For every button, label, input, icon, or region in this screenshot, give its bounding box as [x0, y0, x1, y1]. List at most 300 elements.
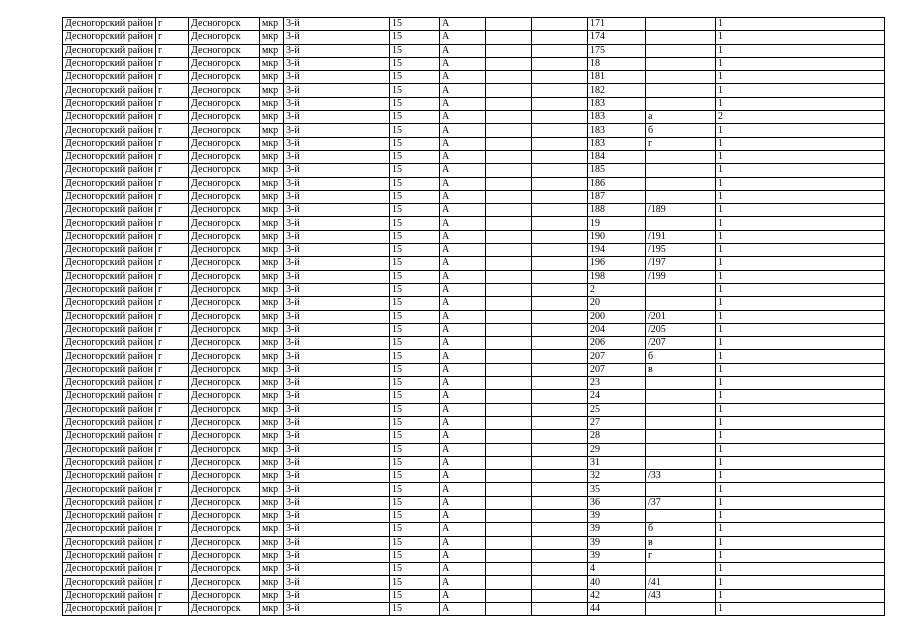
- cell-block: 15: [390, 18, 440, 31]
- table-row: [63, 217, 885, 230]
- cell-house-number: 23: [588, 377, 646, 390]
- cell-count: 1: [716, 603, 885, 616]
- cell-settlement-type: г: [156, 589, 189, 602]
- cell-col-9: [532, 323, 588, 336]
- cell-house-number: 188: [588, 204, 646, 217]
- table-row: [63, 230, 885, 243]
- cell-house-suffix: [646, 403, 716, 416]
- cell-col-8: [486, 283, 532, 296]
- cell-house-suffix: /189: [646, 204, 716, 217]
- cell-district: Десногорский район: [63, 18, 156, 31]
- cell-col-9: [532, 603, 588, 616]
- cell-col-8: [486, 137, 532, 150]
- cell-house-suffix: [646, 377, 716, 390]
- cell-house-number: 183: [588, 137, 646, 150]
- cell-count: 1: [716, 310, 885, 323]
- cell-col-9: [532, 177, 588, 190]
- cell-district: Десногорский район: [63, 363, 156, 376]
- table-row: [63, 576, 885, 589]
- cell-col-8: [486, 323, 532, 336]
- cell-block: 15: [390, 430, 440, 443]
- cell-street-type: мкр: [260, 363, 284, 376]
- cell-street-name: 3-й: [284, 137, 390, 150]
- cell-house-suffix: [646, 390, 716, 403]
- cell-count: 1: [716, 230, 885, 243]
- table-row: [63, 257, 885, 270]
- cell-house-number: 185: [588, 164, 646, 177]
- cell-letter: А: [440, 377, 486, 390]
- cell-district: Десногорский район: [63, 137, 156, 150]
- cell-settlement-type: г: [156, 350, 189, 363]
- cell-block: 15: [390, 84, 440, 97]
- table-row: [63, 470, 885, 483]
- cell-street-type: мкр: [260, 204, 284, 217]
- cell-city: Десногорск: [189, 217, 260, 230]
- cell-city: Десногорск: [189, 390, 260, 403]
- cell-district: Десногорский район: [63, 509, 156, 522]
- cell-house-number: 25: [588, 403, 646, 416]
- cell-letter: А: [440, 190, 486, 203]
- cell-letter: А: [440, 111, 486, 124]
- cell-street-name: 3-й: [284, 589, 390, 602]
- cell-block: 15: [390, 57, 440, 70]
- cell-street-name: 3-й: [284, 576, 390, 589]
- cell-street-type: мкр: [260, 190, 284, 203]
- cell-street-name: 3-й: [284, 310, 390, 323]
- table-row: [63, 523, 885, 536]
- cell-house-number: 196: [588, 257, 646, 270]
- cell-city: Десногорск: [189, 589, 260, 602]
- cell-settlement-type: г: [156, 270, 189, 283]
- cell-letter: А: [440, 589, 486, 602]
- cell-street-type: мкр: [260, 137, 284, 150]
- cell-col-8: [486, 589, 532, 602]
- cell-settlement-type: г: [156, 390, 189, 403]
- cell-count: 1: [716, 470, 885, 483]
- cell-house-suffix: /33: [646, 470, 716, 483]
- cell-house-number: 39: [588, 523, 646, 536]
- table-row: [63, 536, 885, 549]
- cell-city: Десногорск: [189, 496, 260, 509]
- cell-col-8: [486, 390, 532, 403]
- cell-house-number: 183: [588, 111, 646, 124]
- cell-street-type: мкр: [260, 403, 284, 416]
- cell-count: 1: [716, 177, 885, 190]
- cell-district: Десногорский район: [63, 244, 156, 257]
- cell-col-8: [486, 230, 532, 243]
- cell-col-9: [532, 496, 588, 509]
- cell-col-9: [532, 137, 588, 150]
- cell-house-number: 207: [588, 363, 646, 376]
- cell-block: 15: [390, 137, 440, 150]
- cell-house-suffix: [646, 283, 716, 296]
- cell-city: Десногорск: [189, 576, 260, 589]
- cell-district: Десногорский район: [63, 97, 156, 110]
- cell-count: 1: [716, 576, 885, 589]
- cell-house-suffix: б: [646, 124, 716, 137]
- cell-letter: А: [440, 137, 486, 150]
- cell-street-type: мкр: [260, 57, 284, 70]
- cell-letter: А: [440, 603, 486, 616]
- table-row: [63, 137, 885, 150]
- cell-house-number: 20: [588, 297, 646, 310]
- cell-house-number: 194: [588, 244, 646, 257]
- cell-count: 1: [716, 456, 885, 469]
- cell-district: Десногорский район: [63, 230, 156, 243]
- cell-letter: А: [440, 164, 486, 177]
- cell-count: 1: [716, 84, 885, 97]
- cell-city: Десногорск: [189, 111, 260, 124]
- cell-house-suffix: /41: [646, 576, 716, 589]
- cell-house-number: 182: [588, 84, 646, 97]
- cell-count: 1: [716, 57, 885, 70]
- table-row: [63, 549, 885, 562]
- cell-house-number: 28: [588, 430, 646, 443]
- cell-settlement-type: г: [156, 470, 189, 483]
- cell-street-type: мкр: [260, 377, 284, 390]
- cell-street-type: мкр: [260, 297, 284, 310]
- cell-city: Десногорск: [189, 71, 260, 84]
- cell-street-name: 3-й: [284, 523, 390, 536]
- cell-col-9: [532, 257, 588, 270]
- cell-house-suffix: [646, 31, 716, 44]
- cell-house-suffix: [646, 84, 716, 97]
- cell-house-suffix: [646, 509, 716, 522]
- cell-col-9: [532, 190, 588, 203]
- cell-count: 2: [716, 111, 885, 124]
- cell-letter: А: [440, 323, 486, 336]
- cell-street-name: 3-й: [284, 124, 390, 137]
- cell-letter: А: [440, 443, 486, 456]
- cell-letter: А: [440, 297, 486, 310]
- cell-count: 1: [716, 44, 885, 57]
- cell-city: Десногорск: [189, 536, 260, 549]
- cell-count: 1: [716, 323, 885, 336]
- cell-block: 15: [390, 337, 440, 350]
- cell-count: 1: [716, 164, 885, 177]
- cell-col-9: [532, 57, 588, 70]
- cell-city: Десногорск: [189, 377, 260, 390]
- cell-settlement-type: г: [156, 190, 189, 203]
- table-row: [63, 270, 885, 283]
- cell-letter: А: [440, 456, 486, 469]
- cell-col-8: [486, 443, 532, 456]
- cell-col-9: [532, 270, 588, 283]
- table-row: [63, 57, 885, 70]
- cell-col-8: [486, 217, 532, 230]
- cell-letter: А: [440, 71, 486, 84]
- cell-settlement-type: г: [156, 97, 189, 110]
- cell-settlement-type: г: [156, 111, 189, 124]
- cell-col-8: [486, 57, 532, 70]
- cell-city: Десногорск: [189, 31, 260, 44]
- cell-settlement-type: г: [156, 84, 189, 97]
- cell-street-name: 3-й: [284, 416, 390, 429]
- cell-city: Десногорск: [189, 137, 260, 150]
- cell-col-8: [486, 470, 532, 483]
- cell-col-8: [486, 549, 532, 562]
- cell-street-type: мкр: [260, 244, 284, 257]
- cell-count: 1: [716, 137, 885, 150]
- cell-block: 15: [390, 111, 440, 124]
- cell-col-8: [486, 310, 532, 323]
- cell-count: 1: [716, 430, 885, 443]
- cell-city: Десногорск: [189, 350, 260, 363]
- cell-letter: А: [440, 390, 486, 403]
- cell-street-type: мкр: [260, 576, 284, 589]
- cell-settlement-type: г: [156, 244, 189, 257]
- cell-street-type: мкр: [260, 164, 284, 177]
- table-row: [63, 416, 885, 429]
- cell-house-suffix: [646, 456, 716, 469]
- cell-letter: А: [440, 536, 486, 549]
- address-table: [62, 17, 885, 616]
- cell-street-name: 3-й: [284, 84, 390, 97]
- cell-letter: А: [440, 496, 486, 509]
- cell-street-name: 3-й: [284, 430, 390, 443]
- cell-district: Десногорский район: [63, 57, 156, 70]
- cell-settlement-type: г: [156, 323, 189, 336]
- cell-street-type: мкр: [260, 470, 284, 483]
- cell-col-9: [532, 97, 588, 110]
- cell-count: 1: [716, 416, 885, 429]
- cell-street-name: 3-й: [284, 549, 390, 562]
- cell-settlement-type: г: [156, 44, 189, 57]
- table-row: [63, 164, 885, 177]
- cell-house-suffix: /37: [646, 496, 716, 509]
- cell-col-9: [532, 377, 588, 390]
- cell-col-8: [486, 31, 532, 44]
- cell-settlement-type: г: [156, 137, 189, 150]
- cell-street-type: мкр: [260, 509, 284, 522]
- cell-count: 1: [716, 403, 885, 416]
- cell-city: Десногорск: [189, 310, 260, 323]
- cell-house-number: 18: [588, 57, 646, 70]
- cell-col-9: [532, 443, 588, 456]
- cell-col-8: [486, 190, 532, 203]
- cell-col-9: [532, 536, 588, 549]
- cell-letter: А: [440, 310, 486, 323]
- cell-city: Десногорск: [189, 297, 260, 310]
- cell-street-type: мкр: [260, 71, 284, 84]
- cell-col-9: [532, 150, 588, 163]
- cell-district: Десногорский район: [63, 190, 156, 203]
- cell-city: Десногорск: [189, 270, 260, 283]
- table-row: [63, 496, 885, 509]
- cell-street-name: 3-й: [284, 350, 390, 363]
- cell-district: Десногорский район: [63, 603, 156, 616]
- cell-settlement-type: г: [156, 549, 189, 562]
- cell-letter: А: [440, 509, 486, 522]
- cell-block: 15: [390, 589, 440, 602]
- table-row: [63, 18, 885, 31]
- cell-street-name: 3-й: [284, 483, 390, 496]
- cell-street-name: 3-й: [284, 297, 390, 310]
- cell-street-name: 3-й: [284, 31, 390, 44]
- cell-house-suffix: /197: [646, 257, 716, 270]
- cell-street-type: мкр: [260, 323, 284, 336]
- cell-col-8: [486, 603, 532, 616]
- cell-street-type: мкр: [260, 563, 284, 576]
- cell-letter: А: [440, 283, 486, 296]
- table-row: [63, 124, 885, 137]
- cell-house-suffix: [646, 416, 716, 429]
- cell-district: Десногорский район: [63, 470, 156, 483]
- cell-street-name: 3-й: [284, 337, 390, 350]
- cell-house-suffix: а: [646, 111, 716, 124]
- cell-city: Десногорск: [189, 164, 260, 177]
- cell-count: 1: [716, 549, 885, 562]
- cell-house-suffix: /199: [646, 270, 716, 283]
- cell-city: Десногорск: [189, 18, 260, 31]
- cell-settlement-type: г: [156, 603, 189, 616]
- cell-block: 15: [390, 71, 440, 84]
- cell-settlement-type: г: [156, 57, 189, 70]
- cell-house-suffix: в: [646, 536, 716, 549]
- cell-settlement-type: г: [156, 563, 189, 576]
- cell-street-name: 3-й: [284, 563, 390, 576]
- cell-settlement-type: г: [156, 403, 189, 416]
- cell-house-number: 36: [588, 496, 646, 509]
- cell-street-type: мкр: [260, 430, 284, 443]
- cell-col-9: [532, 563, 588, 576]
- cell-settlement-type: г: [156, 456, 189, 469]
- cell-settlement-type: г: [156, 509, 189, 522]
- cell-district: Десногорский район: [63, 164, 156, 177]
- cell-block: 15: [390, 563, 440, 576]
- cell-col-8: [486, 430, 532, 443]
- cell-letter: А: [440, 576, 486, 589]
- cell-district: Десногорский район: [63, 71, 156, 84]
- cell-house-number: 184: [588, 150, 646, 163]
- cell-count: 1: [716, 563, 885, 576]
- cell-street-name: 3-й: [284, 177, 390, 190]
- cell-block: 15: [390, 217, 440, 230]
- cell-street-type: мкр: [260, 310, 284, 323]
- cell-city: Десногорск: [189, 84, 260, 97]
- cell-col-8: [486, 576, 532, 589]
- cell-house-suffix: /195: [646, 244, 716, 257]
- table-row: [63, 443, 885, 456]
- cell-district: Десногорский район: [63, 563, 156, 576]
- cell-settlement-type: г: [156, 536, 189, 549]
- cell-settlement-type: г: [156, 18, 189, 31]
- cell-district: Десногорский район: [63, 84, 156, 97]
- cell-settlement-type: г: [156, 230, 189, 243]
- cell-street-name: 3-й: [284, 603, 390, 616]
- cell-house-suffix: [646, 150, 716, 163]
- cell-col-9: [532, 84, 588, 97]
- table-row: [63, 323, 885, 336]
- cell-district: Десногорский район: [63, 204, 156, 217]
- cell-district: Десногорский район: [63, 270, 156, 283]
- cell-district: Десногорский район: [63, 350, 156, 363]
- cell-street-name: 3-й: [284, 323, 390, 336]
- cell-col-8: [486, 204, 532, 217]
- cell-house-number: 207: [588, 350, 646, 363]
- cell-house-number: 187: [588, 190, 646, 203]
- cell-street-type: мкр: [260, 456, 284, 469]
- cell-block: 15: [390, 483, 440, 496]
- cell-count: 1: [716, 204, 885, 217]
- table-row: [63, 297, 885, 310]
- cell-city: Десногорск: [189, 57, 260, 70]
- cell-house-suffix: /43: [646, 589, 716, 602]
- cell-col-8: [486, 150, 532, 163]
- cell-col-9: [532, 549, 588, 562]
- cell-count: 1: [716, 124, 885, 137]
- cell-col-9: [532, 390, 588, 403]
- cell-house-suffix: [646, 297, 716, 310]
- cell-col-9: [532, 416, 588, 429]
- cell-house-suffix: /207: [646, 337, 716, 350]
- cell-house-suffix: /201: [646, 310, 716, 323]
- cell-count: 1: [716, 496, 885, 509]
- cell-letter: А: [440, 244, 486, 257]
- cell-block: 15: [390, 377, 440, 390]
- cell-city: Десногорск: [189, 563, 260, 576]
- cell-city: Десногорск: [189, 603, 260, 616]
- table-row: [63, 430, 885, 443]
- cell-block: 15: [390, 603, 440, 616]
- cell-street-name: 3-й: [284, 363, 390, 376]
- cell-letter: А: [440, 44, 486, 57]
- cell-street-name: 3-й: [284, 97, 390, 110]
- cell-house-number: 186: [588, 177, 646, 190]
- cell-city: Десногорск: [189, 523, 260, 536]
- cell-settlement-type: г: [156, 124, 189, 137]
- cell-count: 1: [716, 509, 885, 522]
- cell-street-name: 3-й: [284, 470, 390, 483]
- cell-count: 1: [716, 97, 885, 110]
- cell-house-number: 4: [588, 563, 646, 576]
- cell-col-9: [532, 204, 588, 217]
- cell-house-suffix: [646, 97, 716, 110]
- cell-city: Десногорск: [189, 403, 260, 416]
- cell-district: Десногорский район: [63, 310, 156, 323]
- cell-block: 15: [390, 496, 440, 509]
- cell-house-suffix: [646, 603, 716, 616]
- cell-block: 15: [390, 44, 440, 57]
- cell-letter: А: [440, 337, 486, 350]
- cell-col-8: [486, 164, 532, 177]
- cell-district: Десногорский район: [63, 111, 156, 124]
- cell-district: Десногорский район: [63, 217, 156, 230]
- cell-district: Десногорский район: [63, 456, 156, 469]
- cell-house-number: 174: [588, 31, 646, 44]
- cell-district: Десногорский район: [63, 549, 156, 562]
- cell-letter: А: [440, 363, 486, 376]
- table-row: [63, 97, 885, 110]
- cell-district: Десногорский район: [63, 44, 156, 57]
- cell-settlement-type: г: [156, 257, 189, 270]
- cell-settlement-type: г: [156, 576, 189, 589]
- cell-settlement-type: г: [156, 217, 189, 230]
- cell-street-name: 3-й: [284, 257, 390, 270]
- cell-letter: А: [440, 84, 486, 97]
- cell-house-number: 27: [588, 416, 646, 429]
- cell-settlement-type: г: [156, 164, 189, 177]
- cell-city: Десногорск: [189, 230, 260, 243]
- table-row: [63, 337, 885, 350]
- cell-house-suffix: [646, 443, 716, 456]
- cell-block: 15: [390, 403, 440, 416]
- table-row: [63, 509, 885, 522]
- cell-block: 15: [390, 124, 440, 137]
- cell-col-9: [532, 483, 588, 496]
- cell-street-name: 3-й: [284, 190, 390, 203]
- cell-street-name: 3-й: [284, 536, 390, 549]
